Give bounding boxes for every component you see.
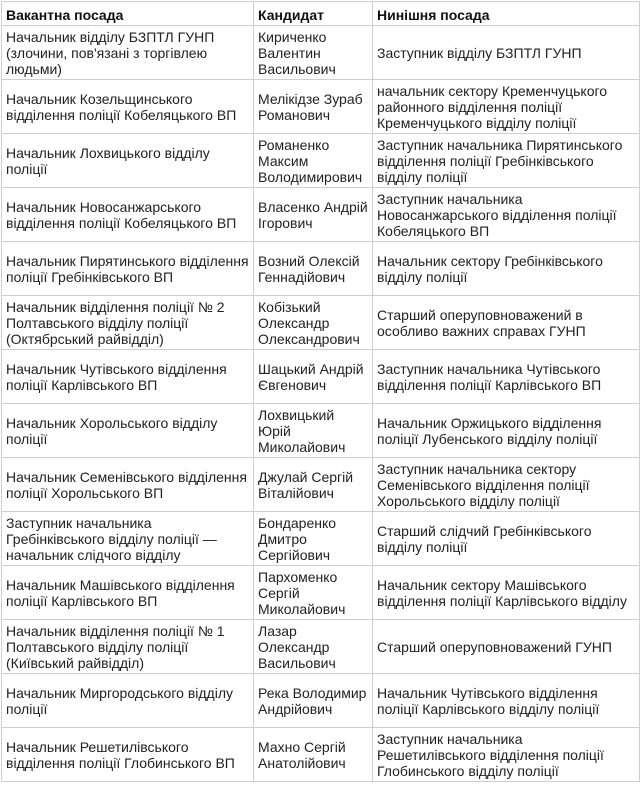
candidate-cell: Джулай Сергій Віталійович xyxy=(254,458,373,512)
table-row xyxy=(2,728,640,782)
candidate-cell: Кириченко Валентин Васильович xyxy=(254,26,373,80)
candidate-cell: Шацький Андрій Євгенович xyxy=(254,350,373,404)
candidate-cell: Романенко Максим Володимирович xyxy=(254,134,373,188)
vacant-position-cell: Начальник Пирятинського відділення поліції Гребінківського ВП xyxy=(2,242,254,296)
candidate-cell: Лазар Олександр Васильович xyxy=(254,620,373,674)
candidate-cell: Возний Олексій Геннадійович xyxy=(254,242,373,296)
candidate-cell: Бондаренко Дмитро Сергійович xyxy=(254,512,373,566)
current-position-cell: Начальник Чутівського відділення поліції Карлівського відділу поліції xyxy=(373,674,640,728)
appointments-table xyxy=(1,1,640,782)
table-row xyxy=(2,458,640,512)
candidate-cell: Мелікідзе Зураб Романович xyxy=(254,80,373,134)
table-row xyxy=(2,80,640,134)
current-position-cell: Старший слідчий Гребінківського відділу поліції xyxy=(373,512,640,566)
vacant-position-cell: Начальник Решетилівського відділення поліції Глобинського ВП xyxy=(2,728,254,782)
vacant-position-cell: Начальник Миргородського відділу поліції xyxy=(2,674,254,728)
current-position-cell: Заступник начальника Решетилівського відділення поліції Глобинського відділу поліції xyxy=(373,728,640,782)
vacant-position-cell: Начальник Семенівського відділення поліції Хорольського ВП xyxy=(2,458,254,512)
table-header-row xyxy=(2,2,640,26)
header-current-position: Нинішня посада xyxy=(373,2,640,26)
table-row xyxy=(2,242,640,296)
vacant-position-cell: Начальник Чутівського відділення поліції Карлівського ВП xyxy=(2,350,254,404)
current-position-cell: Начальник сектору Машівського відділення поліції Карлівського відділу xyxy=(373,566,640,620)
vacant-position-cell: Начальник відділення поліції № 2 Полтавського відділу поліції (Октябрський райвідділ) xyxy=(2,296,254,350)
current-position-cell: Заступник начальника Чутівського відділення поліції Карлівського ВП xyxy=(373,350,640,404)
vacant-position-cell: Заступник начальника Гребінківського відділу поліції — начальник слідчого відділу xyxy=(2,512,254,566)
current-position-cell: Заступник відділу БЗПТЛ ГУНП xyxy=(373,26,640,80)
current-position-cell: Начальник Оржицького відділення поліції Лубенського відділу поліції xyxy=(373,404,640,458)
table-row xyxy=(2,620,640,674)
vacant-position-cell: Начальник відділення поліції № 1 Полтавського відділу поліції (Київський райвідділ) xyxy=(2,620,254,674)
candidate-cell: Власенко Андрій Ігорович xyxy=(254,188,373,242)
current-position-cell: Заступник начальника сектору Семенівського відділення поліції Хорольського відділу поліції xyxy=(373,458,640,512)
table-row xyxy=(2,674,640,728)
header-vacant-position: Вакантна посада xyxy=(2,2,254,26)
header-candidate: Кандидат xyxy=(254,2,373,26)
current-position-cell: Старший оперуповноважений ГУНП xyxy=(373,620,640,674)
table-row xyxy=(2,296,640,350)
table-row xyxy=(2,512,640,566)
table-row xyxy=(2,404,640,458)
vacant-position-cell: Начальник Козельщинського відділення поліції Кобеляцького ВП xyxy=(2,80,254,134)
candidate-cell: Кобізький Олександр Олександрович xyxy=(254,296,373,350)
vacant-position-cell: Начальник Хорольського відділу поліції xyxy=(2,404,254,458)
current-position-cell: начальник сектору Кременчуцького районного відділення поліції Кременчуцького відділу поліції xyxy=(373,80,640,134)
candidate-cell: Махно Сергій Анатолійович xyxy=(254,728,373,782)
table-row xyxy=(2,26,640,80)
current-position-cell: Заступник начальника Новосанжарського відділення поліції Кобеляцького ВП xyxy=(373,188,640,242)
table-row xyxy=(2,188,640,242)
table-row xyxy=(2,350,640,404)
candidate-cell: Река Володимир Андрійович xyxy=(254,674,373,728)
vacant-position-cell: Начальник відділу БЗПТЛ ГУНП (злочини, пов'язані з торгівлею людьми) xyxy=(2,26,254,80)
table-row xyxy=(2,134,640,188)
candidate-cell: Пархоменко Сергій Миколайович xyxy=(254,566,373,620)
current-position-cell: Заступник начальника Пирятинського відділення поліції Гребінківського відділу поліції xyxy=(373,134,640,188)
vacant-position-cell: Начальник Лохвицького відділу поліції xyxy=(2,134,254,188)
vacant-position-cell: Начальник Новосанжарського відділення поліції Кобеляцького ВП xyxy=(2,188,254,242)
current-position-cell: Старший оперуповноважений в особливо важних справах ГУНП xyxy=(373,296,640,350)
table-row xyxy=(2,566,640,620)
candidate-cell: Лохвицький Юрій Миколайович xyxy=(254,404,373,458)
current-position-cell: Начальник сектору Гребінківського відділу поліції xyxy=(373,242,640,296)
vacant-position-cell: Начальник Машівського відділення поліції Карлівського ВП xyxy=(2,566,254,620)
